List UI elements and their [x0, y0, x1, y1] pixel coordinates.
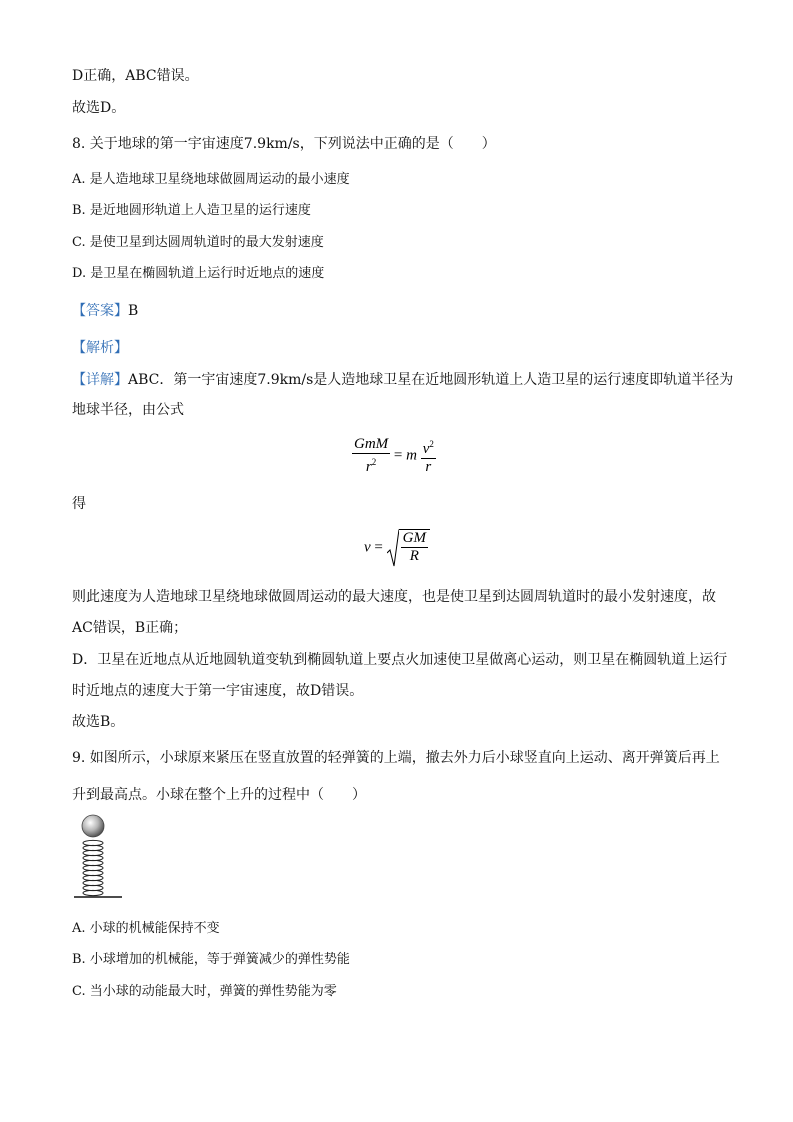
analysis-tag: 【解析】	[72, 340, 128, 356]
detail-text: ABC．第一宇宙速度7.9km/s是人造地球卫星在近地圆形轨道上人造卫星的运行速度即轨道半径为	[128, 372, 734, 388]
text-line: 时近地点的速度大于第一宇宙速度，故D错误。	[72, 683, 364, 699]
radicand	[399, 529, 430, 567]
question-9-option-b: B. 小球增加的机械能，等于弹簧减少的弹性势能	[72, 952, 350, 967]
answer-value: B	[128, 303, 139, 319]
coefficient: m	[406, 447, 417, 464]
denominator: R	[409, 548, 419, 564]
text-line: 地球半径，由公式	[72, 402, 184, 418]
detail-line	[72, 370, 733, 390]
question-9-option-a: A. 小球的机械能保持不变	[72, 921, 220, 936]
text-line: 得	[72, 496, 86, 512]
text-line: D正确，ABC错误。	[72, 68, 199, 84]
spring-ball-figure	[72, 812, 128, 908]
equals-sign: =	[374, 539, 383, 556]
question-8-option-d: D. 是卫星在椭圆轨道上运行时近地点的速度	[72, 266, 325, 281]
answer-line	[72, 301, 138, 321]
fraction	[352, 436, 390, 476]
numerator: GmM	[354, 436, 389, 452]
square-root	[387, 529, 430, 567]
formula-gravitation	[352, 436, 436, 476]
formula-velocity	[364, 529, 430, 567]
velocity-symbol: v	[364, 539, 371, 556]
fraction	[401, 530, 428, 565]
question-9-stem: 9. 如图所示，小球原来紧压在竖直放置的轻弹簧的上端，撤去外力后小球竖直向上运动、离开弹簧后再上	[72, 750, 720, 766]
spring-icon	[83, 840, 103, 895]
question-8-option-b: B. 是近地圆形轨道上人造卫星的运行速度	[72, 203, 311, 218]
numerator: $v^2$	[421, 436, 436, 459]
text-line: AC错误，B正确；	[72, 620, 188, 636]
denominator: r	[425, 459, 432, 475]
fraction	[421, 436, 436, 476]
denominator: $r^2$	[365, 457, 377, 475]
question-8-option-a: A. 是人造地球卫星绕地球做圆周运动的最小速度	[72, 172, 350, 187]
text-line: 故选D。	[72, 100, 126, 116]
analysis-line	[72, 338, 128, 358]
question-8-stem: 8. 关于地球的第一宇宙速度7.9km/s，下列说法中正确的是（ ）	[72, 136, 496, 152]
numerator: GM	[402, 530, 426, 546]
detail-tag: 【详解】	[72, 372, 128, 388]
text-line: 故选B。	[72, 714, 125, 730]
text-line: 则此速度为人造地球卫星绕地球做圆周运动的最大速度，也是使卫星到达圆周轨道时的最小发射速度，故	[72, 589, 716, 605]
answer-tag: 【答案】	[72, 303, 128, 319]
question-8-option-c: C. 是使卫星到达圆周轨道时的最大发射速度	[72, 235, 324, 250]
question-9-option-c: C. 当小球的动能最大时，弹簧的弹性势能为零	[72, 984, 337, 999]
equals-sign: =	[393, 447, 403, 464]
radical-sign-icon	[387, 529, 399, 567]
question-9-stem-cont: 升到最高点。小球在整个上升的过程中（ ）	[72, 787, 366, 803]
text-line: D．卫星在近地点从近地圆轨道变轨到椭圆轨道上要点火加速使卫星做离心运动，则卫星在椭圆轨道上运行	[72, 652, 728, 668]
ball-icon	[82, 815, 104, 837]
